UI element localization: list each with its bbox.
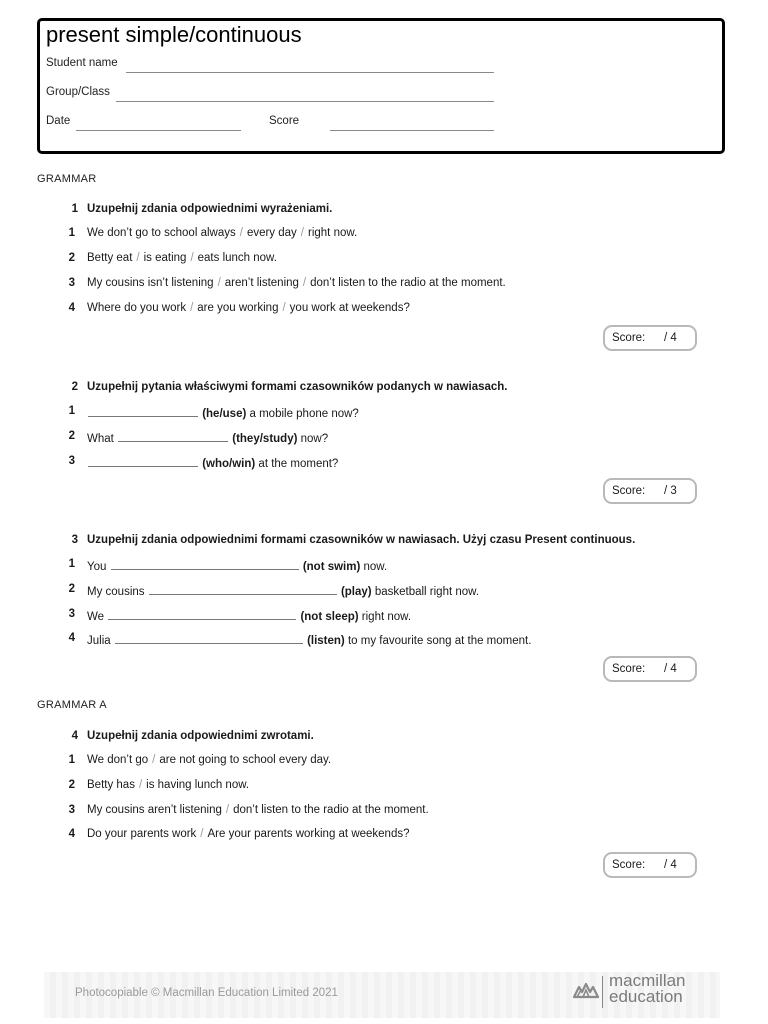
student-name-field[interactable] xyxy=(126,72,494,73)
item-text xyxy=(87,277,506,289)
macmillan-logo-icon xyxy=(573,978,599,1005)
option-a[interactable]: We don’t go xyxy=(87,754,149,766)
verb-prompt: (he/use) xyxy=(202,408,247,420)
logo-wordmark xyxy=(609,973,686,1005)
item-number: 1 xyxy=(68,405,75,417)
exercise-number: 4 xyxy=(71,730,78,742)
exercise-number: 1 xyxy=(71,203,78,215)
date-label: Date xyxy=(46,115,71,127)
option-separator: / xyxy=(200,828,204,840)
sentence-end: a mobile phone now? xyxy=(249,408,359,420)
verb-prompt: (play) xyxy=(340,586,372,598)
item-text xyxy=(87,252,277,264)
exercise-instruction: Uzupełnij zdania odpowiednimi wyrażeniami. xyxy=(87,203,333,215)
option-separator: / xyxy=(282,302,286,314)
worksheet-title: present simple/continuous xyxy=(46,22,302,47)
sentence-start: We xyxy=(87,611,105,623)
answer-blank[interactable] xyxy=(88,455,198,467)
item-number: 4 xyxy=(68,828,75,840)
option-separator: / xyxy=(138,779,143,791)
answer-blank[interactable] xyxy=(118,430,228,442)
exercise-number: 3 xyxy=(71,534,78,546)
option-b[interactable]: are not going to school every day. xyxy=(159,754,332,766)
score-box-ex2[interactable] xyxy=(603,478,697,504)
option-a[interactable]: My cousins isn’t listening xyxy=(87,277,214,289)
section-heading-grammar: GRAMMAR xyxy=(37,173,97,185)
verb-prompt: (who/win) xyxy=(202,458,256,470)
sentence-end: now. xyxy=(363,561,388,573)
answer-blank[interactable] xyxy=(111,558,299,570)
option-separator: / xyxy=(152,754,156,766)
answer-blank[interactable] xyxy=(149,583,337,595)
score-field[interactable] xyxy=(330,130,494,131)
exercise-instruction: Uzupełnij zdania odpowiednimi zwrotami. xyxy=(87,730,314,742)
option-c[interactable]: you work at weekends? xyxy=(289,302,410,314)
item-number: 2 xyxy=(68,583,75,595)
option-c[interactable]: don’t listen to the radio at the moment. xyxy=(310,277,506,289)
option-a[interactable]: Do your parents work xyxy=(87,828,197,840)
score-box-label: Score: xyxy=(612,859,646,871)
item-text xyxy=(87,558,387,573)
option-a[interactable]: Betty has xyxy=(87,779,135,791)
exercise-instruction: Uzupełnij pytania właściwymi formami czasowników podanych w nawiasach. xyxy=(87,381,508,393)
score-box-label: Score: xyxy=(612,663,646,675)
option-separator: / xyxy=(302,277,307,289)
sentence-end: at the moment? xyxy=(258,458,339,470)
student-name-label: Student name xyxy=(46,57,118,69)
score-box-total: / 4 xyxy=(664,332,677,344)
item-number: 3 xyxy=(68,804,75,816)
option-b[interactable]: is having lunch now. xyxy=(146,779,250,791)
sentence-end: to my favourite song at the moment. xyxy=(347,635,532,647)
answer-blank[interactable] xyxy=(108,608,296,620)
option-separator: / xyxy=(217,277,221,289)
item-text xyxy=(87,754,331,766)
item-number: 3 xyxy=(68,608,75,620)
verb-prompt: (listen) xyxy=(307,635,345,647)
option-c[interactable]: eats lunch now. xyxy=(197,252,277,264)
option-b[interactable]: is eating xyxy=(143,252,187,264)
date-field[interactable] xyxy=(76,130,241,131)
item-text xyxy=(87,583,479,598)
sentence-end: basketball right now. xyxy=(374,586,480,598)
item-number: 2 xyxy=(68,779,75,791)
copyright-text: Photocopiable © Macmillan Education Limited 2021 xyxy=(75,987,338,999)
option-a[interactable]: Betty eat xyxy=(87,252,133,264)
verb-prompt: (they/study) xyxy=(232,433,298,445)
option-b[interactable]: every day xyxy=(246,227,297,239)
score-box-ex1[interactable] xyxy=(603,325,697,351)
item-number: 3 xyxy=(68,455,75,467)
item-text xyxy=(87,608,411,623)
logo-line-2: education xyxy=(609,987,683,1006)
item-text xyxy=(87,804,429,816)
item-text xyxy=(87,430,328,445)
item-text xyxy=(87,779,249,791)
item-number: 3 xyxy=(68,277,75,289)
score-box-total: / 4 xyxy=(664,663,677,675)
item-text xyxy=(87,227,357,239)
item-number: 4 xyxy=(68,632,75,644)
option-b[interactable]: Are your parents working at weekends? xyxy=(207,828,410,840)
exercise-instruction: Uzupełnij zdania odpowiednimi formami czasowników w nawiasach. Użyj czasu Present continuous. xyxy=(87,534,636,546)
verb-prompt: (not swim) xyxy=(302,561,361,573)
option-a[interactable]: We don’t go to school always xyxy=(87,227,236,239)
logo-divider xyxy=(602,976,603,1008)
option-separator: / xyxy=(225,804,230,816)
logo-line-1: macmillan xyxy=(609,971,686,990)
item-text xyxy=(87,405,359,420)
exercise-number: 2 xyxy=(71,381,78,393)
score-box-ex4[interactable] xyxy=(603,852,697,878)
option-separator: / xyxy=(136,252,140,264)
sentence-start: My cousins xyxy=(87,586,145,598)
score-box-ex3[interactable] xyxy=(603,656,697,682)
item-text xyxy=(87,455,338,470)
section-heading-grammar-a: GRAMMAR A xyxy=(37,699,107,711)
sentence-start: You xyxy=(87,561,107,573)
sentence-start: Julia xyxy=(87,635,111,647)
group-class-field[interactable] xyxy=(116,101,494,102)
sentence-end: right now. xyxy=(361,611,412,623)
item-number: 2 xyxy=(68,430,75,442)
option-separator: / xyxy=(239,227,243,239)
item-number: 4 xyxy=(68,302,75,314)
score-box-label: Score: xyxy=(612,332,646,344)
item-text xyxy=(87,828,410,840)
score-label: Score xyxy=(269,115,300,127)
option-separator: / xyxy=(190,252,194,264)
score-box-label: Score: xyxy=(612,485,646,497)
item-number: 1 xyxy=(68,754,75,766)
option-a[interactable]: Where do you work xyxy=(87,302,187,314)
score-box-total: / 3 xyxy=(664,485,677,497)
item-number: 1 xyxy=(68,558,75,570)
sentence-start: What xyxy=(87,433,114,445)
score-box-total: / 4 xyxy=(664,859,677,871)
option-b[interactable]: aren’t listening xyxy=(224,277,299,289)
item-text xyxy=(87,302,410,314)
group-class-label: Group/Class xyxy=(46,86,110,98)
option-separator: / xyxy=(190,302,194,314)
answer-blank[interactable] xyxy=(88,405,198,417)
option-a[interactable]: My cousins aren’t listening xyxy=(87,804,222,816)
option-b[interactable]: are you working xyxy=(197,302,279,314)
item-text xyxy=(87,632,531,647)
answer-blank[interactable] xyxy=(115,632,303,644)
option-c[interactable]: right now. xyxy=(308,227,358,239)
item-number: 1 xyxy=(68,227,75,239)
option-separator: / xyxy=(300,227,304,239)
sentence-end: now? xyxy=(300,433,329,445)
item-number: 2 xyxy=(68,252,75,264)
option-b[interactable]: don’t listen to the radio at the moment. xyxy=(233,804,429,816)
verb-prompt: (not sleep) xyxy=(300,611,359,623)
